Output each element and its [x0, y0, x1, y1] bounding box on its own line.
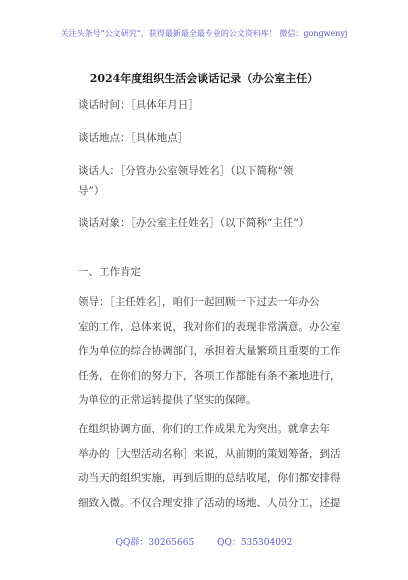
paragraph-line: 室的工作，总体来说，我对你们的表现非常满意。办公室: [78, 320, 341, 333]
paragraph-line: 细致入微。不仅合理安排了活动的场地、人员分工，还提: [78, 496, 341, 509]
paragraph-1: [78, 290, 354, 413]
paragraph-line: 任务，在你们的努力下，各项工作都能有条不紊地进行，: [78, 369, 341, 382]
footer-qq-group: QQ群：30265665: [115, 538, 195, 548]
paragraph-line: 动当天的组织实施，再到后期的总结收尾，你们都安排得: [78, 472, 341, 484]
section-heading: 一、工作肯定: [78, 266, 141, 278]
meta-target: 谈话对象：［办公室主任姓名］（以下简称“主任”）: [78, 217, 310, 229]
document-title: 2024年度组织生活会谈话记录（办公室主任）: [89, 72, 319, 85]
meta-place: 谈话地点：［具体地点］: [78, 132, 189, 144]
footer-contact: [0, 535, 408, 548]
footer-qq: QQ：535304092: [217, 538, 293, 548]
paragraph-line: 领导：［主任姓名］，咱们一起回顾一下过去一年办公: [78, 296, 320, 308]
meta-speaker-line1: 谈话人：［分管办公室领导姓名］（以下简称“领: [78, 165, 294, 177]
paragraph-line: 举办的［大型活动名称］来说，从前期的策划筹备，到活: [78, 447, 341, 460]
paragraph-2: [78, 417, 354, 515]
meta-time: 谈话时间：［具体年月日］: [78, 99, 199, 111]
paragraph-line: 为单位的正常运转提供了坚实的保障。: [78, 394, 257, 406]
meta-speaker-line2: 导”）: [78, 185, 105, 197]
header-promo-note: 关注头条号“公文研究”，获得最新最全最专业的公文资料库！ 微信：gongwenyj: [60, 29, 348, 38]
paragraph-line: 在组织协调方面，你们的工作成果尤为突出。就拿去年: [78, 423, 330, 435]
paragraph-line: 作为单位的综合协调部门，承担着大量繁琐且重要的工作: [78, 345, 341, 357]
